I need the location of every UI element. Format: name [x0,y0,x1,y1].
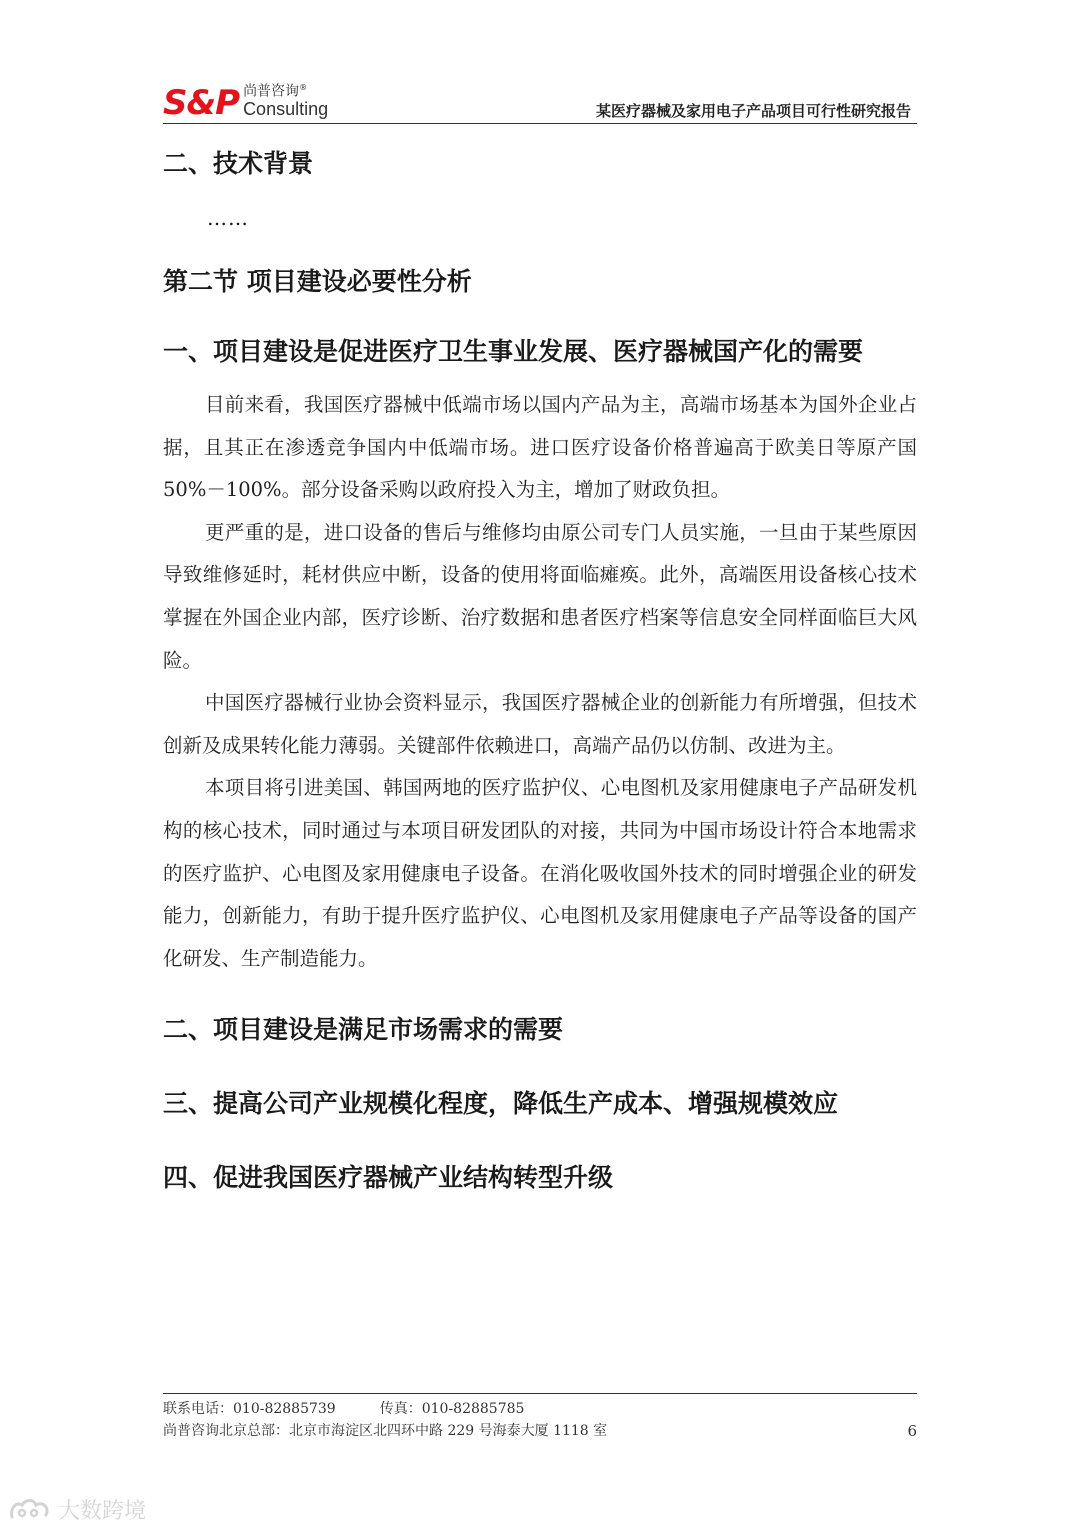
header-divider [163,123,917,124]
footer-address: 尚普咨询北京总部：北京市海淀区北四环中路 229 号海泰大厦 1118 室 [163,1423,608,1439]
heading-tech-background: 二、技术背景 [163,149,314,178]
heading-need-2: 二、项目建设是满足市场需求的需要 [163,1015,564,1045]
heading-need-1: 一、项目建设是促进医疗卫生事业发展、医疗器械国产化的需要 [163,337,864,366]
logo-chinese-name: 尚普咨询® [243,83,308,100]
footer-fax: 传真：010-82885785 [379,1401,525,1417]
logo-mark: S&P [163,83,240,123]
footer-phone: 联系电话：010-82885739 [163,1401,336,1417]
page-header [163,72,917,124]
paragraph-1: 目前来看，我国医疗器械中低端市场以国内产品为主，高端市场基本为国外企业占据，且其正在渗透竞争国内中低端市场。进口医疗设备价格普遍高于欧美日等原产国 50%－100%。部分设备采购以政府投入为主，增加了财政负担。 [163,393,917,502]
watermark-logo-icon [8,1497,52,1523]
paragraph-3: 中国医疗器械行业协会资料显示，我国医疗器械企业的创新能力有所增强，但技术创新及成果转化能力薄弱。关键部件依赖进口，高端产品仍以仿制、改进为主。 [163,691,917,757]
heading-need-3: 三、提高公司产业规模化程度，降低生产成本、增强规模效应 [163,1089,839,1119]
report-title: 某医疗器械及家用电子产品项目可行性研究报告 [595,102,911,120]
watermark [8,1494,146,1525]
omitted-content-ellipsis: …… [207,206,249,230]
paragraph-2: 更严重的是，进口设备的售后与维修均由原公司专门人员实施，一旦由于某些原因导致维修延时，耗材供应中断，设备的使用将面临瘫痪。此外，高端医用设备核心技术掌握在外国企业内部，医疗诊断、治疗数据和患者医疗档案等信息安全同样面临巨大风险。 [163,520,917,672]
heading-section-2: 第二节 项目建设必要性分析 [163,267,472,296]
watermark-text: 大数跨境 [58,1499,147,1524]
body-paragraphs [163,384,917,980]
footer-divider [163,1393,917,1394]
logo-english-name: Consulting [243,99,329,119]
page-footer [163,1398,917,1442]
paragraph-4: 本项目将引进美国、韩国两地的医疗监护仪、心电图机及家用健康电子产品研发机构的核心技术，同时通过与本项目研发团队的对接，共同为中国市场设计符合本地需求的医疗监护、心电图及家用健康电子设备。在消化吸收国外技术的同时增强企业的研发能力，创新能力，有助于提升医疗监护仪、心电图机及家用健康电子产品等设备的国产化研发、生产制造能力。 [163,776,917,970]
main-content [163,140,917,1194]
page-number: 6 [907,1422,917,1440]
heading-need-4: 四、促进我国医疗器械产业结构转型升级 [163,1163,614,1193]
company-logo [163,80,329,123]
